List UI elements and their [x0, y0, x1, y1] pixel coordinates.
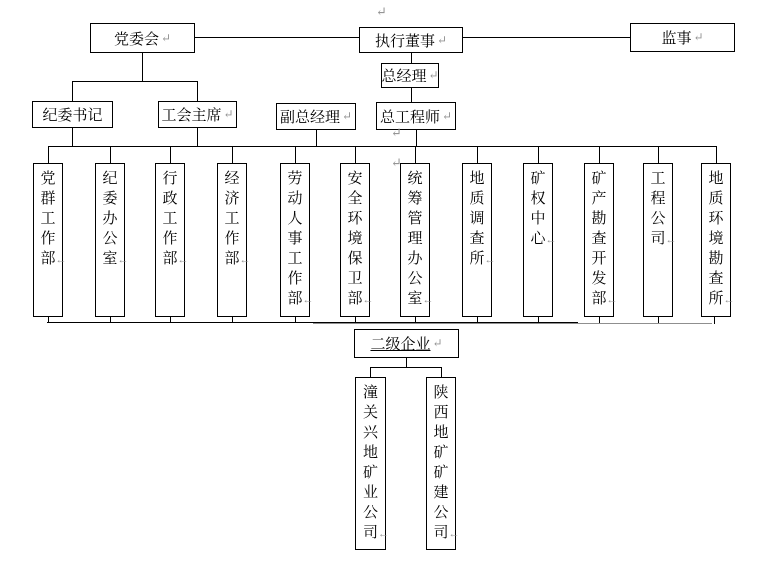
department-label: 纪委办公室: [102, 171, 118, 267]
connector-line: [538, 146, 539, 163]
paragraph-mark-stray: ↵: [391, 155, 402, 170]
connector-line: [463, 37, 630, 38]
connector-line: [48, 146, 49, 163]
connector-line: [370, 367, 371, 377]
node-union-chairman[interactable]: [158, 101, 237, 128]
connector-line: [441, 367, 442, 377]
node-label: 监事: [661, 31, 692, 47]
connector-line: [714, 316, 715, 324]
department-node-4[interactable]: 经济工作部←: [217, 163, 247, 317]
paragraph-mark: ↵: [341, 109, 353, 123]
connector-line: [142, 53, 143, 81]
department-label: 统筹管理办公室: [407, 171, 423, 307]
node-supervisor[interactable]: [630, 23, 735, 52]
department-node-12[interactable]: 地质环境勘查所←: [701, 163, 731, 317]
department-node-11[interactable]: 工程公司←: [643, 163, 673, 317]
department-label: 矿产勘查开发部: [591, 171, 607, 307]
connector-line-gray: [313, 323, 712, 324]
department-label: 矿权中心: [530, 171, 546, 247]
department-node-7[interactable]: 统筹管理办公室←: [400, 163, 430, 317]
connector-line: [295, 146, 296, 163]
connector-line: [658, 146, 659, 163]
node-label: 党委会: [113, 31, 159, 48]
paragraph-mark-stray: ↵: [376, 4, 387, 19]
node-general-manager[interactable]: [381, 63, 439, 88]
paragraph-mark: ↵: [428, 68, 439, 82]
node-secondary-enterprises[interactable]: [354, 329, 459, 358]
connector-line: [72, 128, 73, 146]
node-label: 执行董事: [374, 33, 435, 50]
department-node-6[interactable]: 安全环境保卫部←: [340, 163, 370, 317]
paragraph-mark-stray: ↵: [391, 125, 402, 140]
connector-line: [197, 81, 198, 101]
connector-line: [197, 128, 198, 146]
connector-line: [355, 146, 356, 163]
subsidiary-label: 潼关兴地矿业公司: [362, 385, 378, 541]
subsidiary-node-2[interactable]: 陕西地矿矿建公司←: [426, 377, 456, 550]
connector-line: [72, 81, 73, 101]
connector-line: [110, 146, 111, 163]
department-node-9[interactable]: 矿权中心←: [523, 163, 553, 317]
paragraph-mark: ↵: [441, 108, 453, 123]
department-node-5[interactable]: 劳动人事工作部←: [280, 163, 310, 317]
department-label: 党群工作部: [40, 171, 56, 267]
department-label: 地质调查所: [469, 171, 485, 267]
node-executive-director[interactable]: [359, 27, 463, 53]
subsidiary-node-1[interactable]: 潼关兴地矿业公司←: [355, 377, 386, 550]
connector-line: [316, 130, 317, 146]
department-label: 工程公司: [650, 171, 666, 247]
paragraph-mark: ↵: [432, 336, 443, 350]
department-label: 地质环境勘查所: [708, 171, 724, 307]
paragraph-mark: ↵: [160, 30, 172, 45]
node-label: 二级企业: [370, 337, 431, 353]
connector-line: [370, 367, 442, 368]
paragraph-mark: ↵: [223, 107, 234, 121]
node-label: 纪委书记: [42, 108, 103, 124]
node-label: 总工程师: [379, 109, 440, 126]
node-label: 总经理: [381, 69, 427, 85]
connector-line: [411, 53, 412, 63]
department-node-2[interactable]: 纪委办公室←: [95, 163, 125, 317]
connector-line: [599, 146, 600, 163]
node-label: 工会主席: [161, 108, 222, 124]
department-node-1[interactable]: 党群工作部←: [33, 163, 63, 317]
connector-line: [48, 146, 717, 147]
connector-line: [716, 146, 717, 163]
node-discipline-secretary[interactable]: [32, 101, 113, 128]
connector-line: [477, 146, 478, 163]
connector-line: [195, 37, 359, 38]
paragraph-mark: ↵: [693, 30, 704, 44]
connector-line: [232, 146, 233, 163]
department-node-3[interactable]: 行政工作部←: [155, 163, 185, 317]
node-label: 副总经理: [279, 110, 340, 126]
department-node-8[interactable]: 地质调查所←: [462, 163, 492, 317]
node-deputy-general-manager[interactable]: [276, 103, 356, 130]
department-label: 劳动人事工作部: [287, 171, 303, 307]
department-label: 行政工作部: [162, 171, 178, 267]
subsidiary-label: 陕西地矿矿建公司: [433, 385, 449, 541]
connector-line: [411, 88, 412, 102]
node-party-committee[interactable]: [90, 23, 195, 53]
department-label: 经济工作部: [224, 171, 240, 267]
paragraph-mark: ↵: [436, 32, 448, 47]
connector-line: [416, 130, 417, 146]
connector-line: [415, 146, 416, 163]
department-label: 安全环境保卫部: [347, 171, 363, 307]
node-chief-engineer[interactable]: [376, 102, 456, 130]
connector-line: [170, 146, 171, 163]
connector-line: [72, 81, 198, 82]
department-node-10[interactable]: 矿产勘查开发部←: [584, 163, 614, 317]
